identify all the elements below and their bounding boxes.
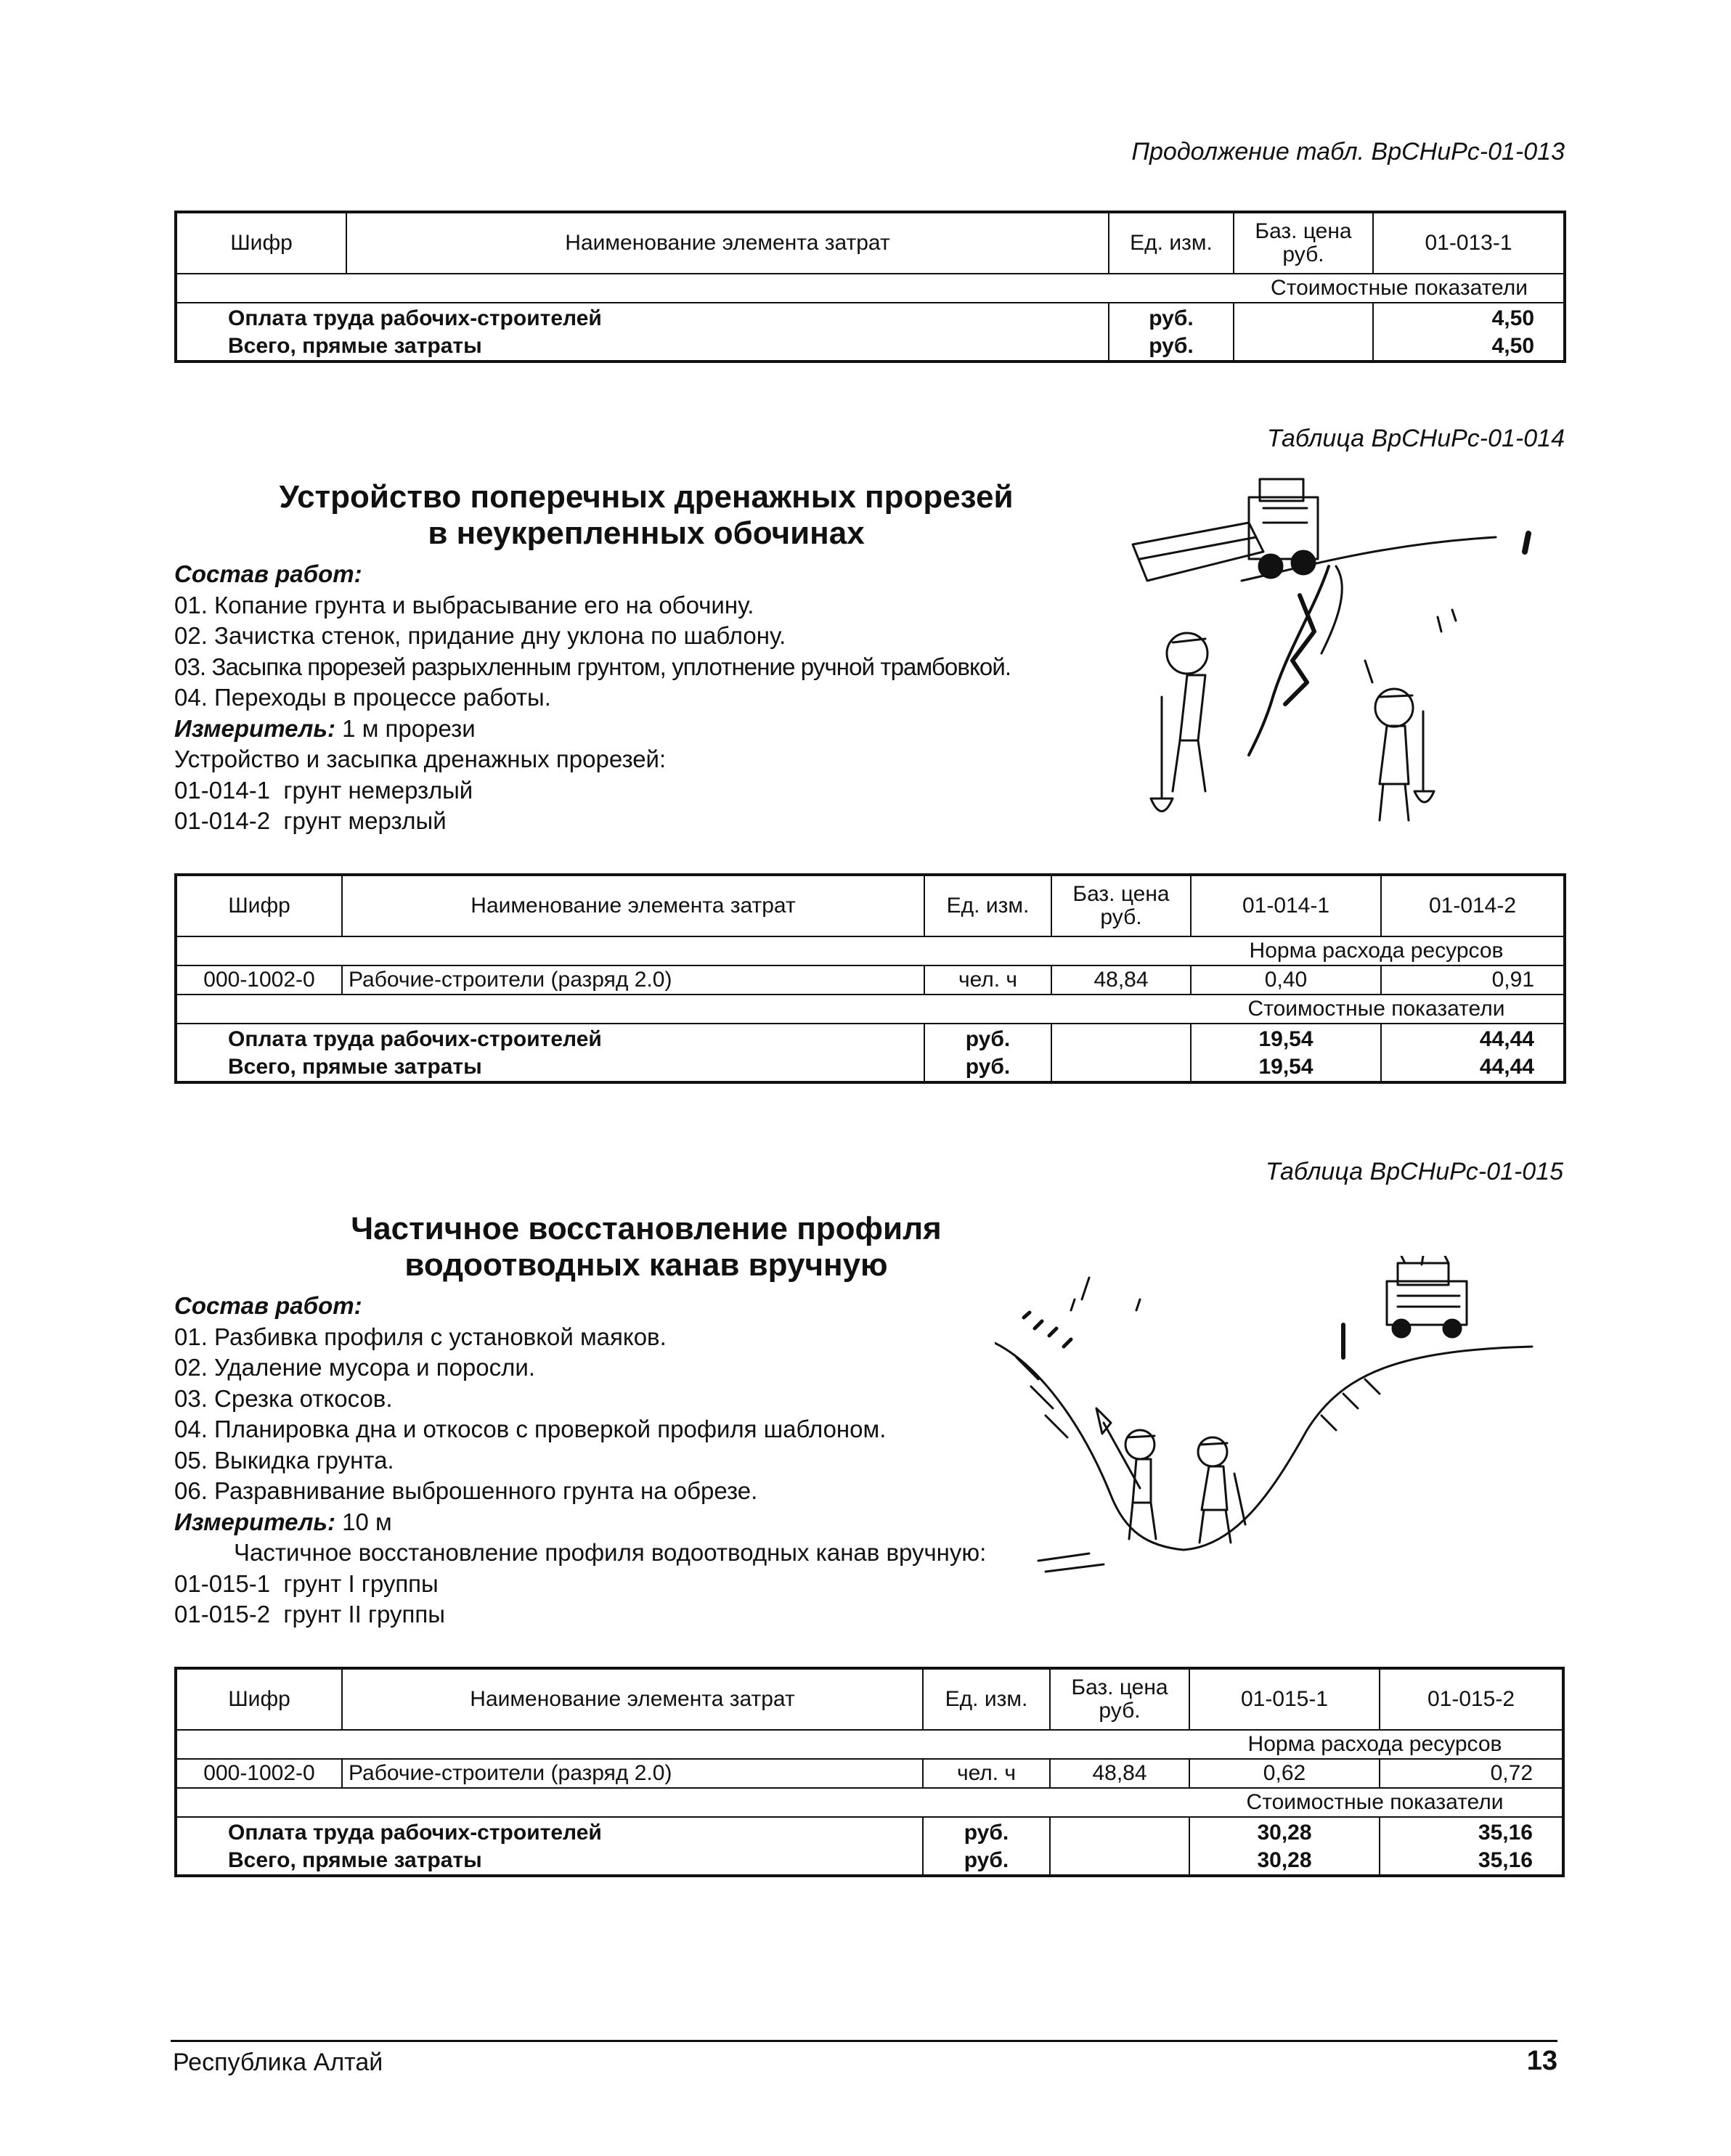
- section-row: [176, 995, 1565, 1024]
- work-item: 02. Удаление мусора и поросли.: [174, 1354, 535, 1381]
- table-01-013: [174, 211, 1566, 363]
- table-row: [176, 1847, 1563, 1876]
- continuation-label: Продолжение табл. ВрСНиРс-01-013: [1131, 138, 1565, 166]
- header-name: Наименование элемента затрат: [346, 212, 1109, 274]
- meter-label: Измеритель:: [174, 1508, 335, 1535]
- resource-code: 000-1002-0: [176, 1759, 342, 1788]
- row-value-1: 4,50: [1373, 303, 1565, 332]
- work-item: 01. Копание грунта и выбрасывание его на обочину.: [174, 591, 754, 618]
- footer-divider: [171, 2040, 1557, 2042]
- work-item: 04. Планировка дна и откосов с проверкой профиля шаблоном.: [174, 1416, 887, 1442]
- works-label: Состав работ:: [174, 560, 362, 587]
- work-item: 01. Разбивка профиля с установкой маяков.: [174, 1323, 667, 1350]
- meter-value: 10 м: [335, 1508, 392, 1535]
- row-value-2: 35,16: [1380, 1817, 1563, 1847]
- header-price: Баз. цена руб.: [1051, 875, 1191, 936]
- resource-value-1: 0,40: [1191, 965, 1381, 995]
- resource-name: Рабочие-строители (разряд 2.0): [342, 1759, 923, 1788]
- row-price: [1050, 1847, 1189, 1876]
- resource-row: [176, 1759, 1563, 1788]
- row-price: [1234, 303, 1373, 332]
- row-unit: руб.: [1109, 303, 1234, 332]
- table-row: [176, 303, 1565, 332]
- workers-ditch-illustration: [995, 1256, 1547, 1583]
- resource-price: 48,84: [1051, 965, 1191, 995]
- section-row: [176, 1730, 1563, 1759]
- header-name: Наименование элемента затрат: [342, 875, 924, 936]
- header-name: Наименование элемента затрат: [342, 1668, 923, 1730]
- resource-unit: чел. ч: [924, 965, 1051, 995]
- section-row: [176, 274, 1565, 303]
- header-col1: 01-015-1: [1189, 1668, 1380, 1730]
- page-number: 13: [1526, 2046, 1557, 2076]
- row-unit: руб.: [924, 1024, 1051, 1053]
- resource-value-2: 0,91: [1381, 965, 1565, 995]
- row-value-1: 4,50: [1373, 332, 1565, 362]
- row-unit: руб.: [923, 1817, 1050, 1847]
- item-code: 01-014-1 грунт немерзлый: [174, 776, 473, 804]
- section-cost: Стоимостные показатели: [176, 1788, 1563, 1817]
- table-header-row: [176, 875, 1565, 936]
- row-value-1: 30,28: [1189, 1847, 1380, 1876]
- item-code: 01-015-1 грунт I группы: [174, 1569, 439, 1597]
- header-col2: 01-015-2: [1380, 1668, 1563, 1730]
- row-price: [1234, 332, 1373, 362]
- header-unit: Ед. изм.: [923, 1668, 1050, 1730]
- work-item: 06. Разравнивание выброшенного грунта на обрезе.: [174, 1477, 758, 1504]
- table-01-014: [174, 873, 1566, 1084]
- table-015-label: Таблица ВрСНиРс-01-015: [1265, 1158, 1563, 1185]
- section-015-title-line1: Частичное восстановление профиля: [351, 1211, 942, 1246]
- section-014-body: [174, 559, 1191, 837]
- work-item: 05. Выкидка грунта.: [174, 1446, 394, 1474]
- header-col2: 01-014-2: [1381, 875, 1565, 936]
- header-col1: 01-014-1: [1191, 875, 1381, 936]
- table-014-label: Таблица ВрСНиРс-01-014: [1266, 425, 1565, 452]
- resource-row: [176, 965, 1565, 995]
- section-norm: Норма расхода ресурсов: [176, 1730, 1563, 1759]
- section-014-title-line1: Устройство поперечных дренажных прорезей: [279, 479, 1014, 515]
- section-015-title: [174, 1211, 1118, 1283]
- row-name: Всего, прямые затраты: [176, 1053, 924, 1082]
- row-value-1: 19,54: [1191, 1024, 1381, 1053]
- row-value-2: 44,44: [1381, 1024, 1565, 1053]
- table-row: [176, 1053, 1565, 1082]
- row-price: [1051, 1053, 1191, 1082]
- item-code: 01-014-2 грунт мерзлый: [174, 807, 447, 834]
- header-code: Шифр: [176, 212, 346, 274]
- header-col1: 01-013-1: [1373, 212, 1565, 274]
- section-row: [176, 1788, 1563, 1817]
- work-item: 04. Переходы в процессе работы.: [174, 684, 551, 711]
- meter-label: Измеритель:: [174, 714, 335, 742]
- row-name: Оплата труда рабочих-строителей: [176, 1817, 923, 1847]
- row-value-2: 35,16: [1380, 1847, 1563, 1876]
- row-name: Оплата труда рабочих-строителей: [176, 1024, 924, 1053]
- table-row: [176, 1817, 1563, 1847]
- header-price: Баз. цена руб.: [1234, 212, 1373, 274]
- resource-unit: чел. ч: [923, 1759, 1050, 1788]
- section-014-title: [174, 479, 1118, 552]
- workers-drainage-illustration: [1118, 465, 1568, 842]
- row-unit: руб.: [924, 1053, 1051, 1082]
- header-unit: Ед. изм.: [924, 875, 1051, 936]
- resource-value-1: 0,62: [1189, 1759, 1380, 1788]
- table-header-row: [176, 1668, 1563, 1730]
- header-price: Баз. цена руб.: [1050, 1668, 1189, 1730]
- work-item: 02. Зачистка стенок, придание дну уклона по шаблону.: [174, 622, 786, 649]
- resource-price: 48,84: [1050, 1759, 1189, 1788]
- table-row: [176, 332, 1565, 362]
- footer-region: Республика Алтай: [173, 2049, 383, 2076]
- table-row: [176, 1024, 1565, 1053]
- intro-text: Частичное восстановление профиля водоотводных канав вручную:: [234, 1539, 987, 1566]
- row-value-1: 19,54: [1191, 1053, 1381, 1082]
- intro-text: Устройство и засыпка дренажных прорезей:: [174, 746, 667, 772]
- section-row: [176, 936, 1565, 965]
- section-015-title-line2: водоотводных канав вручную: [404, 1247, 888, 1283]
- row-unit: руб.: [923, 1847, 1050, 1876]
- header-unit: Ед. изм.: [1109, 212, 1234, 274]
- section-cost: Стоимостные показатели: [176, 995, 1565, 1024]
- row-value-1: 30,28: [1189, 1817, 1380, 1847]
- work-item: 03. Срезка откосов.: [174, 1384, 393, 1412]
- row-name: Оплата труда рабочих-строителей: [176, 303, 1109, 332]
- item-code: 01-015-2 грунт II группы: [174, 1601, 445, 1628]
- resource-code: 000-1002-0: [176, 965, 342, 995]
- works-label: Состав работ:: [174, 1292, 362, 1319]
- row-unit: руб.: [1109, 332, 1234, 362]
- section-cost: Стоимостные показатели: [176, 274, 1565, 303]
- table-01-015: [174, 1667, 1565, 1877]
- row-name: Всего, прямые затраты: [176, 332, 1109, 362]
- header-code: Шифр: [176, 1668, 342, 1730]
- section-norm: Норма расхода ресурсов: [176, 936, 1565, 965]
- row-price: [1051, 1024, 1191, 1053]
- row-value-2: 44,44: [1381, 1053, 1565, 1082]
- row-price: [1050, 1817, 1189, 1847]
- resource-value-2: 0,72: [1380, 1759, 1563, 1788]
- row-name: Всего, прямые затраты: [176, 1847, 923, 1876]
- resource-name: Рабочие-строители (разряд 2.0): [342, 965, 924, 995]
- section-014-title-line2: в неукрепленных обочинах: [428, 515, 865, 551]
- meter-value: 1 м прорези: [335, 714, 476, 742]
- table-header-row: [176, 212, 1565, 274]
- header-code: Шифр: [176, 875, 342, 936]
- work-item: 03. Засыпка прорезей разрыхленным грунтом, уплотнение ручной трамбовкой.: [174, 653, 1011, 680]
